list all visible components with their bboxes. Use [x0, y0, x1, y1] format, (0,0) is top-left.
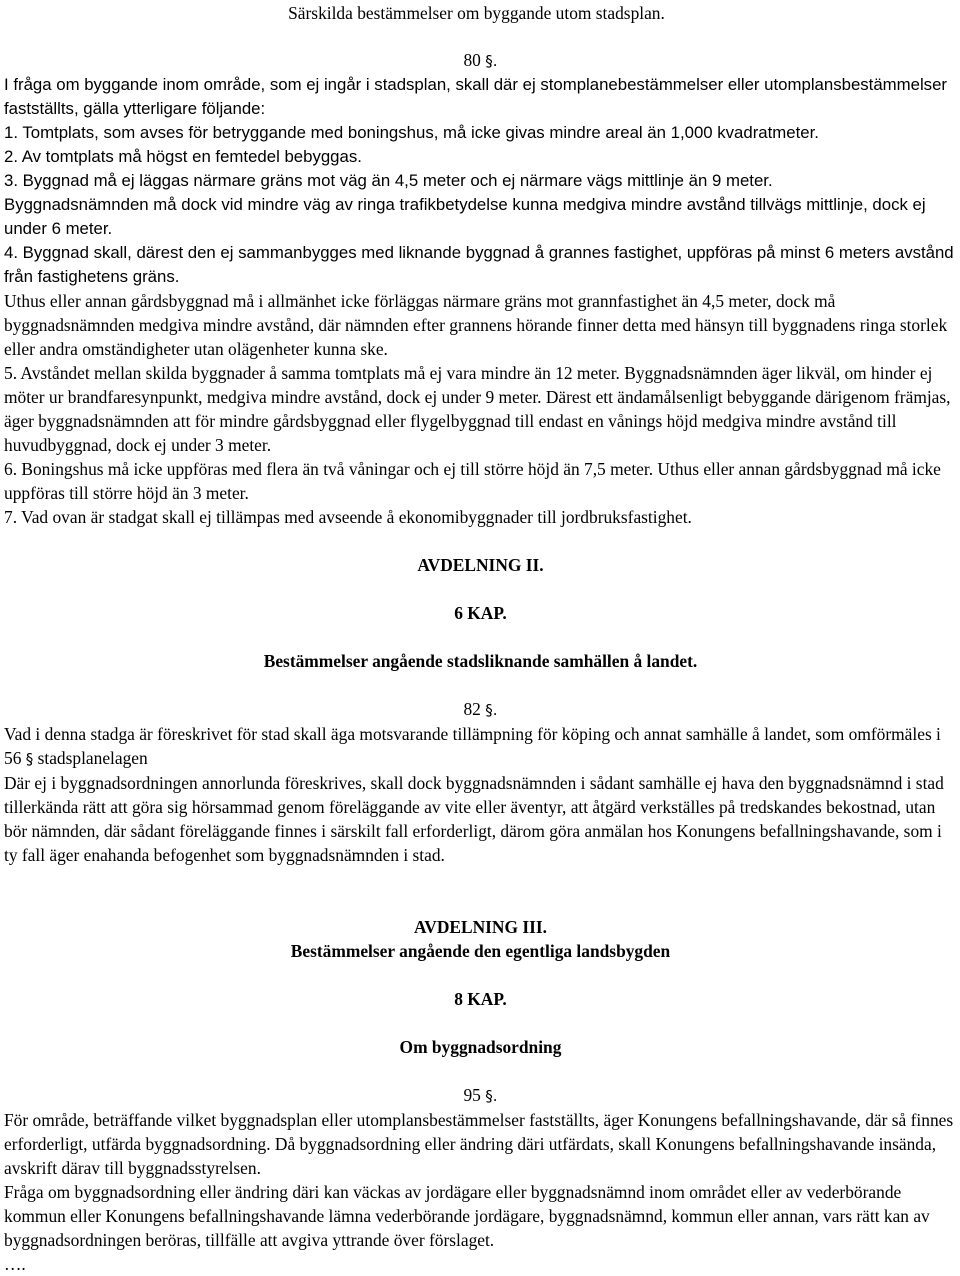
page-title: Särskilda bestämmelser om byggande utom stadsplan.	[288, 3, 665, 23]
chapter-8-heading: 8 KAP.	[454, 989, 507, 1009]
section-number: 80	[463, 50, 481, 70]
chapter-6-title: Bestämmelser angående stadsliknande samhällen å landet.	[263, 651, 698, 671]
rule-2: 2. Av tomtplats må högst en femtedel bebyggas.	[4, 147, 362, 166]
paragraph-mark: §.	[485, 52, 498, 70]
rule-5: 5. Avståndet mellan skilda byggnader å samma tomtplats må ej vara mindre än 12 meter. Byggnadsnämnden äger likväl, om hinder ej möter ur brandfaresynpunkt, medgiva mindre avstånd, dock ej under 9 meter. Därest ett ändamålsenligt bebyggande därigenom främjas, äger byggnadsnämnden att för mindre gårdsbyggnad eller flygelbyggnad till endast en vånings höjd medgiva mindre avstånd till huvudbyggnad, dock ej under 3 meter.	[4, 363, 951, 455]
section-95-heading	[4, 1083, 957, 1108]
division-3-heading: AVDELNING III.	[413, 917, 548, 937]
section-82-paragraph-1	[4, 722, 957, 771]
rule-4-outbuildings: Uthus eller annan gårdsbyggnad må i allmänhet icke förläggas närmare gräns mot grannfastighet än 4,5 meter, dock må byggnadsnämnden medgiva mindre avstånd, där nämnden efter grannens hörande finner detta med hänsyn till byggnadens ringa storlek eller andra omständigheter utan olägenheter kunna ske.	[4, 291, 948, 359]
intro-paragraph: I fråga om byggande inom område, som ej ingår i stadsplan, skall där ej stomplanebestämmelser eller utomplansbestämmelser fastställts, gälla ytterligare följande:	[4, 75, 947, 118]
document-page	[4, 0, 957, 1276]
rule-1: 1. Tomtplats, som avses för betryggande med boningshus, må icke givas mindre areal än 1,000 kvadratmeter.	[4, 123, 819, 142]
section-82-heading	[4, 697, 957, 722]
rule-3-exception: Byggnadsnämnden må dock vid mindre väg av ringa trafikbetydelse kunna medgiva mindre avstånd tillvägs mittlinje, dock ej under 6 meter.	[4, 195, 926, 238]
rule-3: 3. Byggnad må ej läggas närmare gräns mot väg än 4,5 meter och ej närmare vägs mittlinje än 9 meter.	[4, 171, 773, 190]
paragraph-mark: §.	[485, 701, 498, 719]
section-82-text-b: stadsplanelagen	[37, 748, 148, 768]
section-80-body-serif	[4, 289, 957, 529]
division-2-heading: AVDELNING II.	[417, 555, 544, 575]
paragraph-mark: §.	[485, 1087, 498, 1105]
chapter-6-heading: 6 KAP.	[454, 603, 507, 623]
ellipsis: ….	[4, 1254, 26, 1274]
section-95-paragraph-1: För område, beträffande vilket byggnadsplan eller utomplansbestämmelser fastställts, äger Konungens befallningshavande, där så finnes erforderligt, utfärda byggnadsordning. Då byggnadsordning eller ändring däri utfärdats, skall Konungens befallningshavande insända, avskrift därav till byggnadsstyrelsen.	[4, 1110, 954, 1178]
chapter-8-title: Om byggnadsordning	[399, 1037, 562, 1057]
section-number: 82	[463, 699, 481, 719]
section-82-paragraph-2: Där ej i byggnadsordningen annorlunda föreskrives, skall dock byggnadsnämnden i sådant samhälle ej hava den byggnadsnämnd i stad tillerkända rätt att göra sig hörsammad genom föreläggande av vite eller äventyr, att åtgärd verkställes på tredskandes bekostnad, utan bör nämnden, där sådant föreläggande finnes i särskilt fall erforderligt, därom göra anmälan hos Konungens befallningshavande, som i ty fall äger enahanda befogenhet som byggnadsnämnden i stad.	[4, 773, 944, 865]
rule-7: 7. Vad ovan är stadgat skall ej tillämpas med avseende å ekonomibyggnader till jordbruksfastighet.	[4, 507, 692, 527]
section-80-body	[4, 73, 957, 289]
section-95-paragraph-2: Fråga om byggnadsordning eller ändring däri kan väckas av jordägare eller byggnadsnämnd inom området eller av vederbörande kommun eller Konungens befallningshavande lämna vederbörande jordägare, byggnadsnämnd, kommun eller annan, vars rätt kan av byggnadsordningen beröras, tillfälle att avgiva yttrande över förslaget.	[4, 1182, 930, 1250]
section-82-text-a: Vad i denna stadga är föreskrivet för stad skall äga motsvarande tillämpning för köping och annat samhälle å landet, som omförmäles i 56	[4, 724, 941, 768]
section-80-heading	[4, 48, 957, 73]
paragraph-mark: §	[25, 750, 34, 768]
rule-4: 4. Byggnad skall, därest den ej sammanbygges med liknande byggnad å grannes fastighet, uppföras på minst 6 meters avstånd från fastighetens gräns.	[4, 243, 954, 286]
division-3-title: Bestämmelser angående den egentliga landsbygden	[290, 941, 671, 961]
rule-6: 6. Boningshus må icke uppföras med flera än två våningar och ej till större höjd än 7,5 meter. Uthus eller annan gårdsbyggnad må icke uppföras till större höjd än 3 meter.	[4, 459, 941, 503]
section-number: 95	[463, 1085, 481, 1105]
